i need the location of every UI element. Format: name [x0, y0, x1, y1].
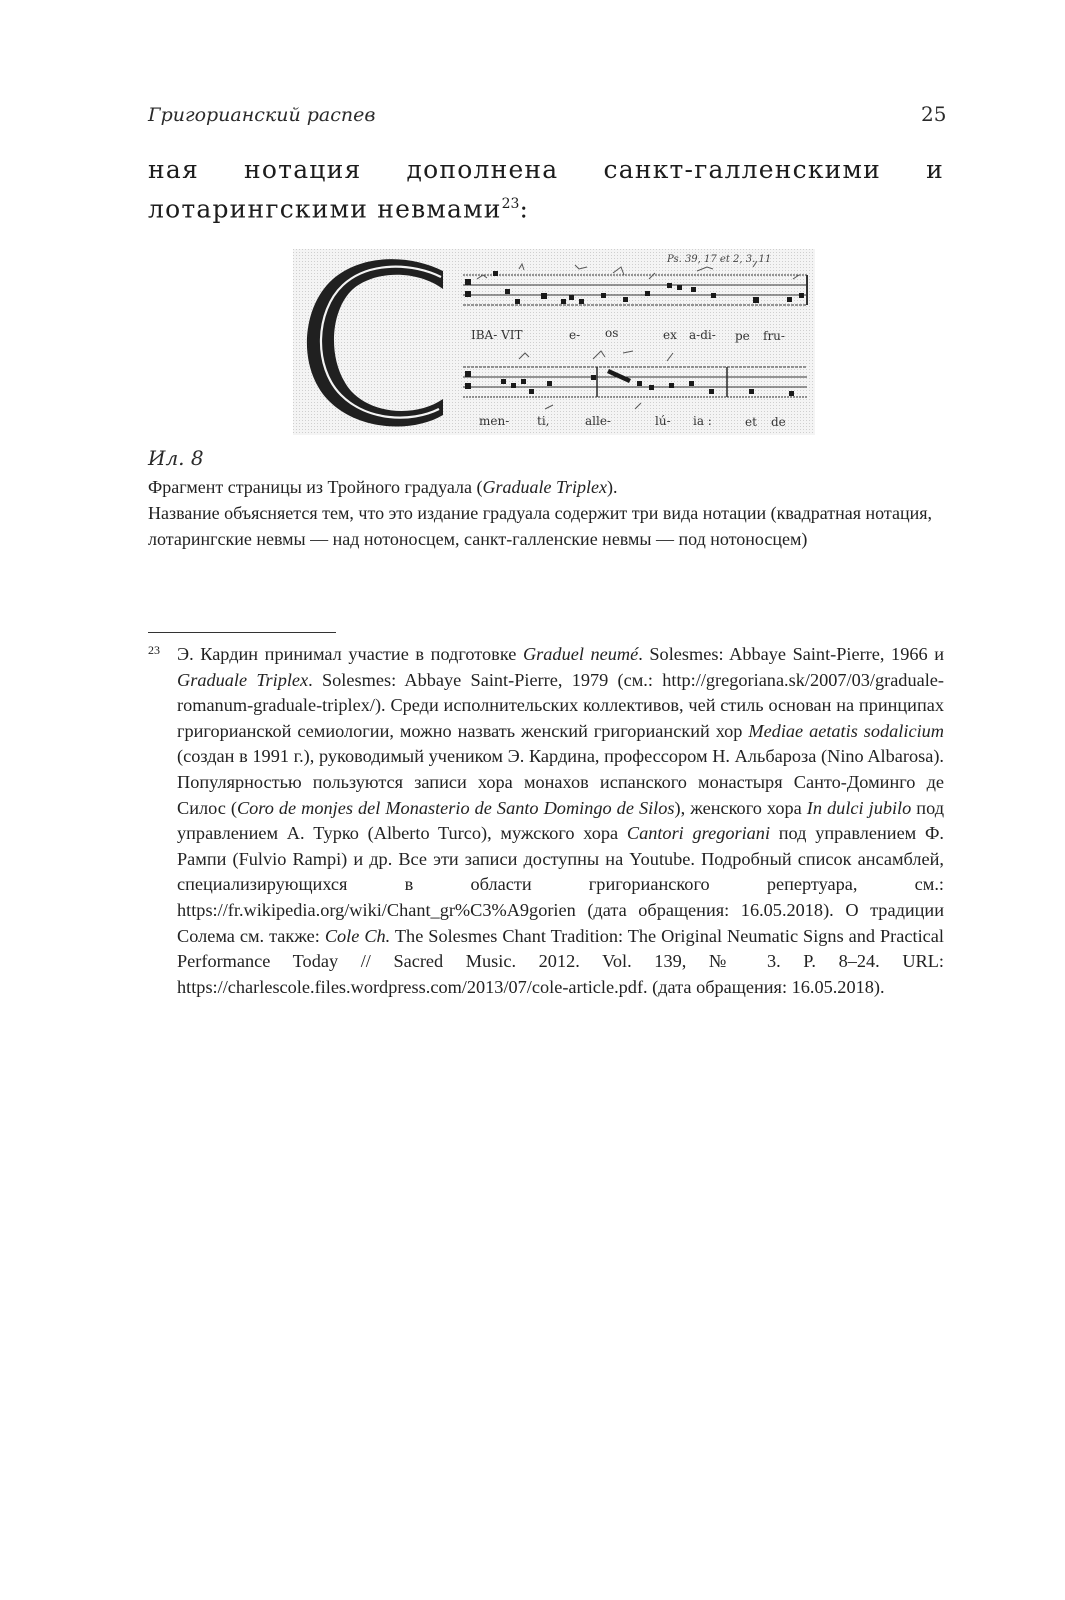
footnote-italic-run: In dulci jubilo	[806, 797, 912, 818]
syllable-2-2: ti,	[537, 414, 550, 428]
footnote-italic-run: Graduale Triplex	[177, 669, 309, 690]
footnote-run: под управлением Ф. Рампи (Fulvio Rampi) и др. Все эти записи доступны на Youtube. Подробный список ансамблей, специализирующихся в области григорианского репертуара, см.: https://fr.wikipedia.org/wiki/Chant_gr%C3%A9gorien (дата обращения: 16.05.2018). О традиции Солема см. также:	[177, 823, 945, 946]
footnote-ref: 23	[501, 196, 520, 212]
caption-description: Название объясняется тем, что это издание градуала содержит три вида нотации (квадратная нотация, лотарингские невмы — над нотоносцем, санкт-галленские невмы — под нотоносцем)	[148, 503, 933, 549]
footnote-run: . Solesmes: Abbaye Saint-Pierre, 1979 (см.: http://gregoriana.sk/2007/03/graduale-romanum-graduale-triplex/). Среди исполнительских коллективов, чей стиль основан на принципах григорианской семиологии, можно назвать женский григорианский хор	[177, 669, 944, 741]
syllable-2-1: men-	[479, 414, 510, 428]
chant-figure-image	[293, 249, 815, 435]
syllable-1-5: a-di-	[689, 328, 716, 342]
syllable-2-6: et	[745, 415, 757, 429]
syllable-1-1: IBA- VIT	[471, 328, 523, 342]
footnote-number: 23	[148, 643, 160, 657]
syllable-1-2: e-	[569, 328, 581, 342]
syllable-1-7: fru-	[763, 329, 785, 343]
figure-caption	[148, 474, 944, 552]
figure-label: Ил. 8	[148, 446, 204, 470]
footnote-run: Э. Кардин принимал участие в подготовке	[177, 644, 523, 664]
syllable-2-5: ia :	[693, 414, 712, 428]
footnote-run: . Solesmes: Abbaye Saint-Pierre, 1966 и	[638, 644, 944, 664]
footnote-italic-run: Coro de monjes del Monasterio de Santo Domingo de Silos	[236, 797, 675, 818]
syllable-1-3: os	[605, 326, 619, 340]
footnote-23	[148, 642, 944, 1000]
syllable-2-3: alle-	[585, 414, 611, 428]
footnote-italic-run: Cantori gregoriani	[626, 823, 771, 844]
body-paragraph-trailing: :	[519, 194, 530, 224]
chant-figure	[293, 249, 815, 435]
syllable-1-6: pe	[735, 329, 750, 343]
syllable-1-4: ex	[663, 328, 677, 342]
footnote-run: (создан в 1991 г.), руководимый учеником Э. Кардина, профессором Н. Альбароза (Nino Albarosa). Популярностью пользуются записи хора монахов испанского монастыря Санто-Доминго де Силос (	[177, 746, 944, 818]
footnote-italic-run: Mediae aetatis sodalicium	[748, 720, 944, 741]
caption-title-prefix: Фрагмент страницы из Тройного градуала (	[148, 477, 483, 497]
page-number: 25	[921, 102, 947, 126]
caption-title-italic: Graduale Triplex	[482, 477, 607, 497]
footnote-run: The Solesmes Chant Tradition: The Original Neumatic Signs and Practical Performance Today // Sacred Music. 2012. Vol. 139, № 3. P. 8–24. URL: https://charlescole.files.wordpress.com/2013/07/cole-article.pdf. (дата обращения: 16.05.2018).	[177, 925, 944, 997]
syllable-2-4: lú-	[655, 414, 671, 428]
footnote-run: ), женского хора	[674, 797, 807, 818]
caption-title-suffix: ).	[606, 477, 618, 497]
footnote-italic-run: Graduel neumé	[522, 644, 639, 664]
syllable-2-7: de	[771, 415, 786, 429]
footnote-italic-run: Cole Ch.	[324, 925, 391, 946]
footnote-text	[148, 642, 944, 1000]
footnote-run: под управлением А. Турко (Alberto Turco), мужского хора	[177, 797, 945, 844]
body-paragraph-text: ная нотация дополнена санкт-галленскими и лотарингскими невмами	[148, 155, 944, 224]
footnote-divider	[148, 632, 336, 633]
body-paragraph	[148, 153, 944, 226]
source-ref: Ps. 39, 17 et 2, 3. 11	[667, 254, 772, 265]
running-title: Григорианский распев	[148, 104, 376, 126]
